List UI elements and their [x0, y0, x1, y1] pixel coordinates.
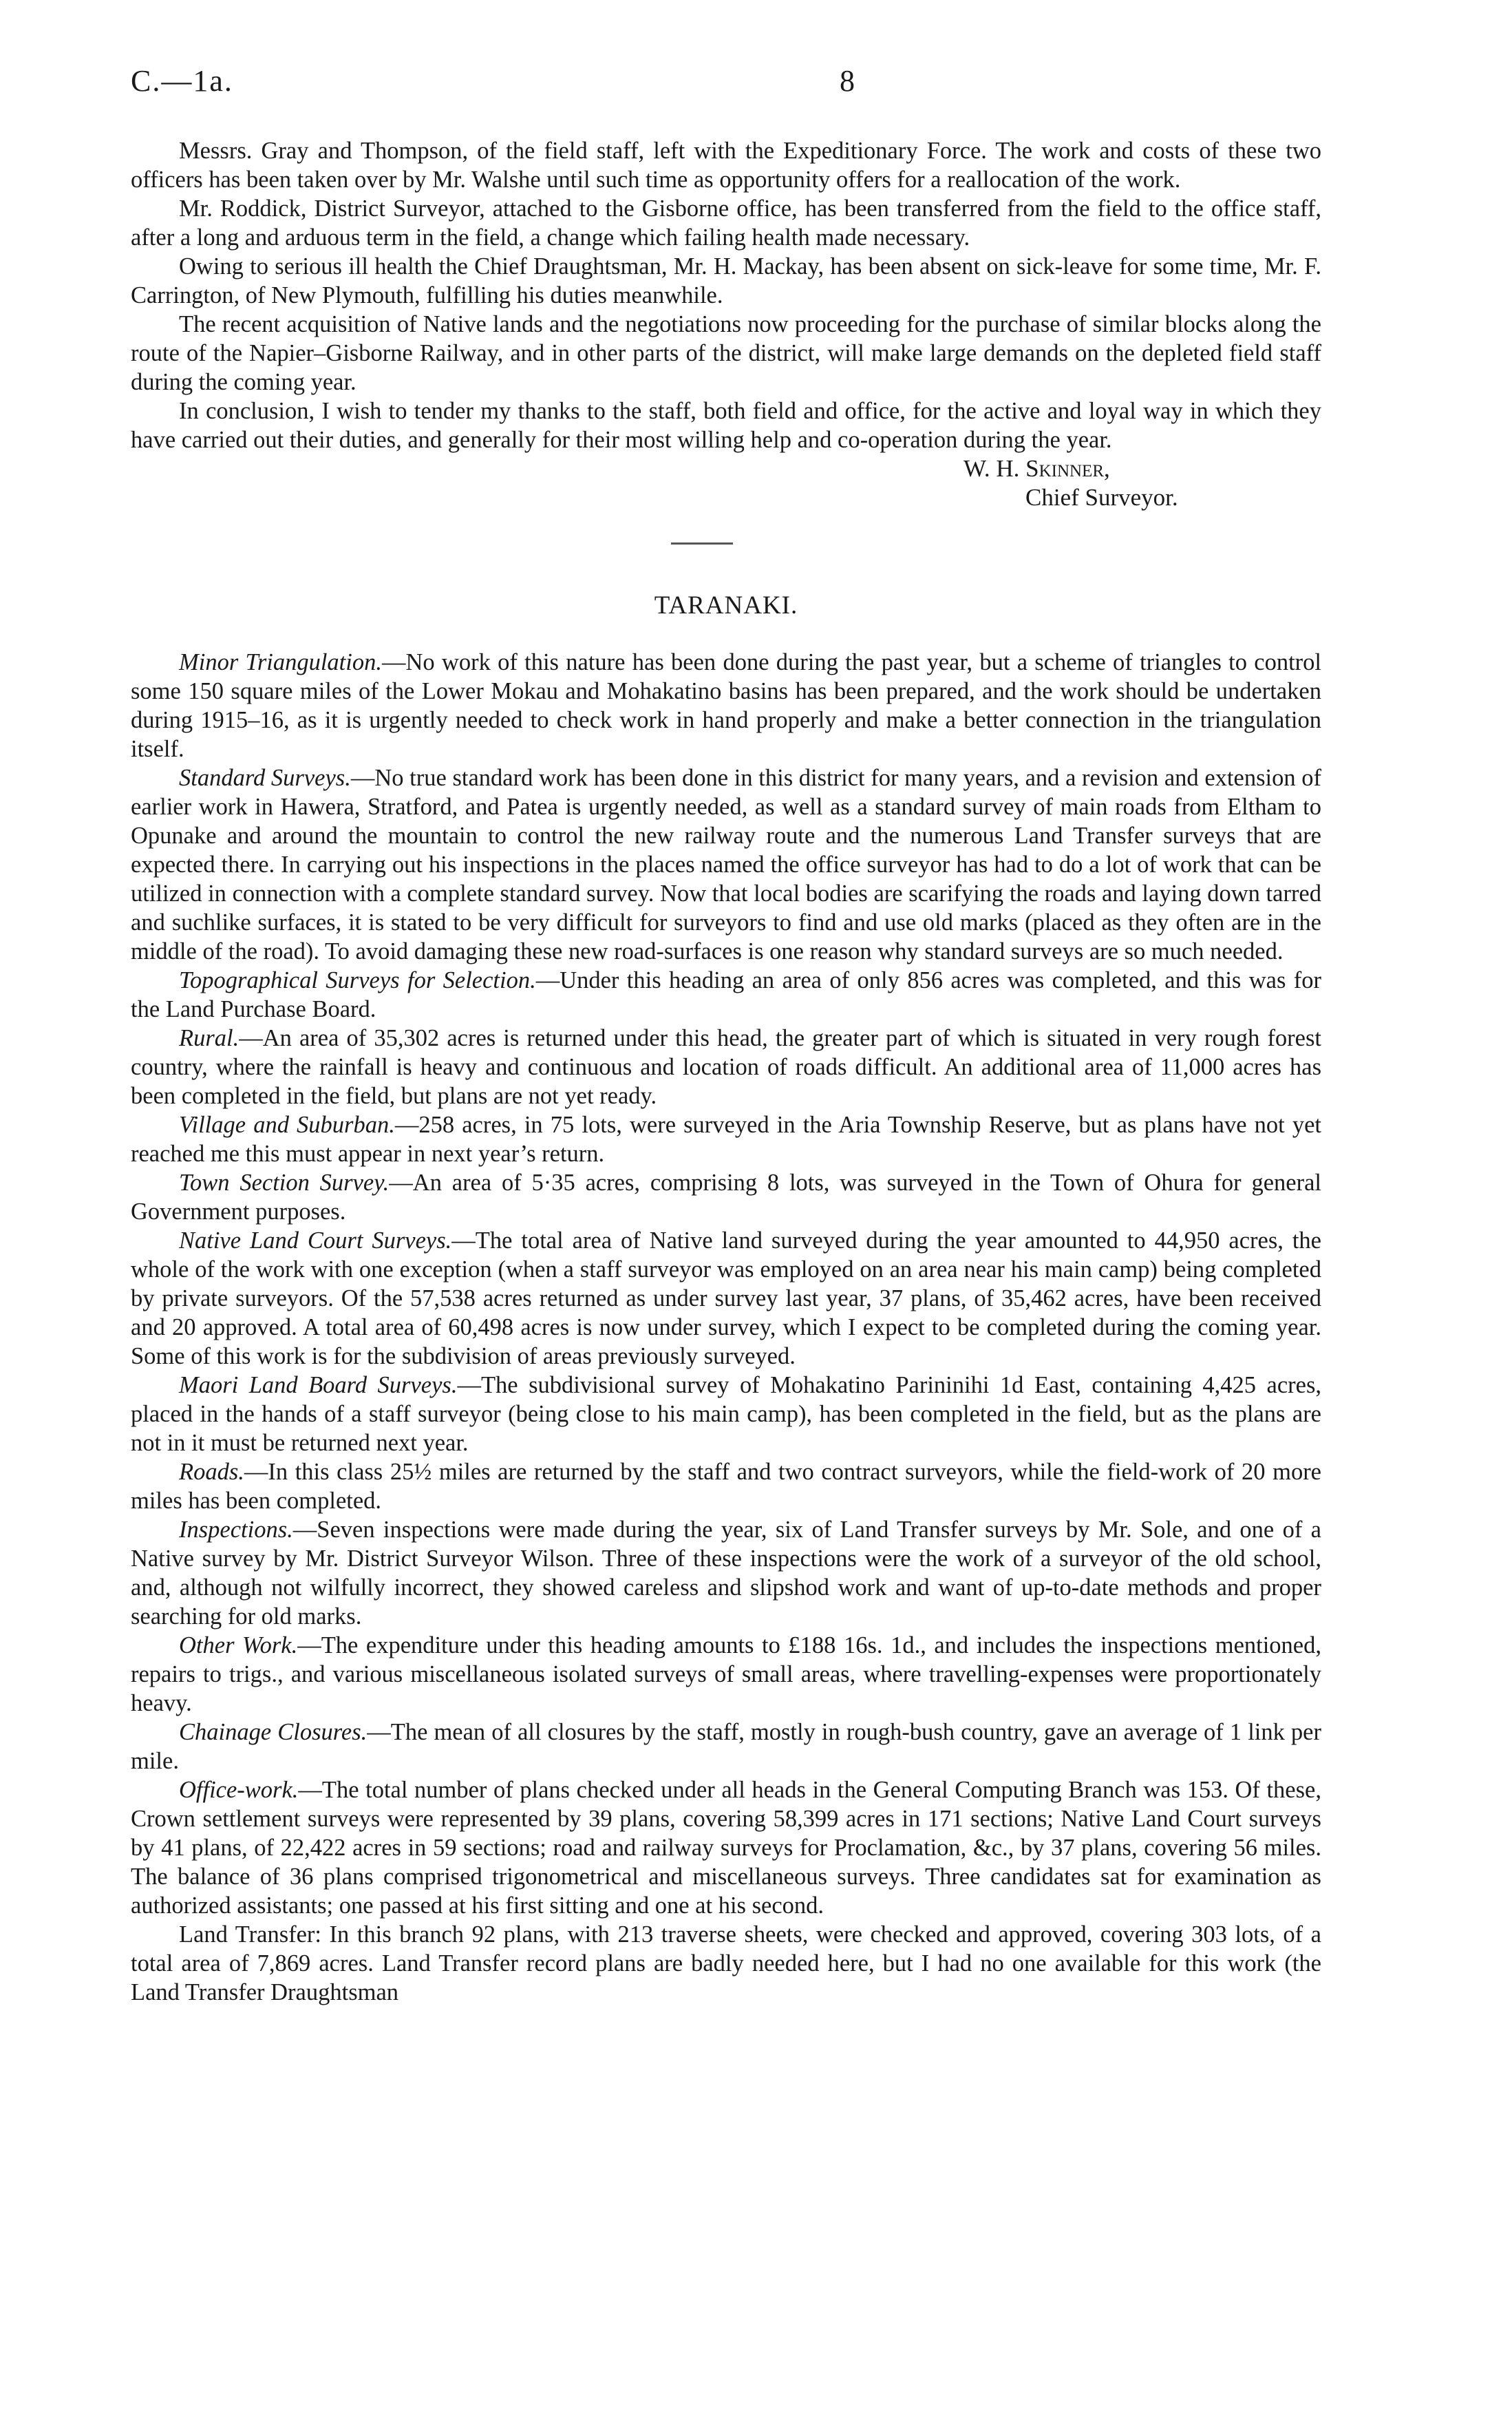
section-paragraph: [131, 1110, 1321, 1168]
paragraph: Owing to serious ill health the Chief Draughtsman, Mr. H. Mackay, has been absent on sick-leave for some time, Mr. F. Carrington, of New Plymouth, fulfilling his duties meanwhile.: [131, 253, 1321, 308]
page-number: 8: [840, 64, 855, 98]
signature-block: [131, 454, 1321, 512]
section-heading: Inspections.: [179, 1517, 293, 1543]
section-paragraph: [131, 1515, 1321, 1631]
paragraph: In conclusion, I wish to tender my thanks to the staff, both field and office, for the active and loyal way in which they have carried out their duties, and generally for their most willing help and co-operation during the year.: [131, 398, 1321, 453]
section-paragraph: [131, 763, 1321, 966]
paragraph: Mr. Roddick, District Surveyor, attached to the Gisborne office, has been transferred from the field to the office staff, after a long and arduous term in the field, a change which failing health made necessary.: [131, 196, 1321, 251]
section-text: —No true standard work has been done in this district for many years, and a revision and extension of earlier work in Hawera, Stratford, and Patea is urgently needed, as well as a standard survey of main roads from Eltham to Opunake and around the mountain to control the new railway route and the numerous Land Transfer surveys that are expected there. In carrying out his inspections in the places named the office surveyor has had to do a lot of work that can be utilized in connection with a complete standard survey. Now that local bodies are scarifying the roads and laying down tarred and suchlike surfaces, it is stated to be very difficult for surveyors to find and use old marks (placed as they often are in the middle of the road). To avoid damaging these new road-surfaces is one reason why standard surveys are so much needed.: [131, 765, 1321, 964]
page-body: [131, 136, 1321, 2007]
section-heading: Town Section Survey.: [179, 1170, 390, 1196]
section-heading: Chainage Closures.: [179, 1719, 368, 1745]
section-text: —An area of 5·35 acres, comprising 8 lots, was surveyed in the Town of Ohura for general Government purposes.: [131, 1170, 1321, 1225]
section-text: —The total area of Native land surveyed during the year amounted to 44,950 acres, the whole of the work with one exception (when a staff surveyor was employed on an area near his main camp) being completed by private surveyors. Of the 57,538 acres returned as under survey last year, 37 plans, of 35,462 acres, have been received and 20 approved. A total area of 60,498 acres is now under survey, which I expect to be completed during the coming year. Some of this work is for the subdivision of areas previously surveyed.: [131, 1227, 1321, 1369]
section-paragraph: [131, 1631, 1321, 1718]
section-text: Land Transfer: In this branch 92 plans, with 213 traverse sheets, were checked and approved, covering 303 lots, of a total area of 7,869 acres. Land Transfer record plans are badly needed here, but I had no one available for this work (the Land Transfer Draughtsman: [131, 1921, 1321, 2005]
section-text: —The expenditure under this heading amounts to £188 16s. 1d., and includes the inspections mentioned, repairs to trigs., and various miscellaneous isolated surveys of small areas, where travelling-expenses were proportionately heavy.: [131, 1632, 1321, 1716]
section-divider: [671, 542, 733, 545]
section-paragraph: [131, 1371, 1321, 1457]
section-paragraph: [131, 966, 1321, 1024]
section-paragraph: [131, 1920, 1321, 2007]
section-heading: Minor Triangulation.: [179, 649, 382, 675]
signature-title: Chief Surveyor.: [1025, 484, 1178, 511]
section-heading: Office-work.: [179, 1777, 299, 1803]
section-heading: Native Land Court Surveys.: [179, 1227, 452, 1254]
section-text: —In this class 25½ miles are returned by the staff and two contract surveyors, while the field-work of 20 more miles has been completed.: [131, 1459, 1321, 1514]
section-heading: Other Work.: [179, 1632, 298, 1658]
section-text: —258 acres, in 75 lots, were surveyed in the Aria Township Reserve, but as plans have not yet reached me this must appear in next year’s return.: [131, 1112, 1322, 1167]
section-heading: Village and Suburban.: [179, 1112, 395, 1138]
document-reference: C.—1a.: [131, 64, 233, 98]
paragraph: The recent acquisition of Native lands and the negotiations now proceeding for the purchase of similar blocks along the route of the Napier–Gisborne Railway, and in other parts of the district, will make large demands on the depleted field staff during the coming year.: [131, 311, 1321, 395]
section-text: —The mean of all closures by the staff, mostly in rough-bush country, gave an average of 1 link per mile.: [131, 1719, 1321, 1774]
section-heading: Maori Land Board Surveys.: [179, 1372, 458, 1398]
section-paragraph: [131, 1226, 1321, 1371]
section-heading: Standard Surveys.: [179, 765, 351, 791]
section-title: TARANAKI.: [654, 591, 798, 620]
section-text: —An area of 35,302 acres is returned under this head, the greater part of which is situated in very rough forest country, where the rainfall is heavy and continuous and location of roads difficult. An additional area of 11,000 acres has been completed in the field, but plans are not yet ready.: [131, 1025, 1321, 1109]
section-paragraph: [131, 1718, 1321, 1775]
paragraph: Messrs. Gray and Thompson, of the field staff, left with the Expeditionary Force. The work and costs of these two officers has been taken over by Mr. Walshe until such time as opportunity offers for a reallocation of the work.: [131, 138, 1321, 193]
section-text: —Seven inspections were made during the year, six of Land Transfer surveys by Mr. Sole, and one of a Native survey by Mr. District Surveyor Wilson. Three of these inspections were the work of a surveyor of the old school, and, although not wilfully incorrect, they showed careless and slipshod work and want of up-to-date methods and proper searching for old marks.: [131, 1517, 1321, 1630]
section-text: —The subdivisional survey of Mohakatino Parininihi 1d East, containing 4,425 acres, placed in the hands of a staff surveyor (being close to his main camp), has been completed in the field, but as the plans are not in it must be returned next year.: [131, 1372, 1322, 1456]
section-text: —The total number of plans checked under all heads in the General Computing Branch was 153. Of these, Crown settlement surveys were represented by 39 plans, covering 58,399 acres in 171 sections; Native Land Court surveys by 41 plans, of 22,422 acres in 59 sections; road and railway surveys for Proclamation, &c., by 37 plans, covering 56 miles. The balance of 36 plans comprised trigonometrical and miscellaneous surveys. Three candidates sat for examination as authorized assistants; one passed at his first sitting and one at his second.: [131, 1777, 1321, 1919]
section-heading: Rural.: [179, 1025, 239, 1051]
page-header: [131, 63, 1321, 105]
section-text: —No work of this nature has been done during the past year, but a scheme of triangles to control some 150 square miles of the Lower Mokau and Mohakatino basins has been prepared, and the work should be undertaken during 1915–16, as it is urgently needed to check work in hand properly and make a better connection in the triangulation itself.: [131, 649, 1321, 762]
section-text: —Under this heading an area of only 856 acres was completed, and this was for the Land Purchase Board.: [131, 967, 1321, 1022]
section-heading: Roads.: [179, 1459, 244, 1485]
section-heading: Topographical Surveys for Selection.: [179, 967, 536, 993]
section-paragraph: [131, 1024, 1321, 1110]
signature-name: W. H. Skinner,: [963, 455, 1110, 482]
section-paragraph: [131, 648, 1321, 763]
section-paragraph: [131, 1457, 1321, 1515]
section-paragraph: [131, 1168, 1321, 1226]
section-paragraph: [131, 1775, 1321, 1920]
